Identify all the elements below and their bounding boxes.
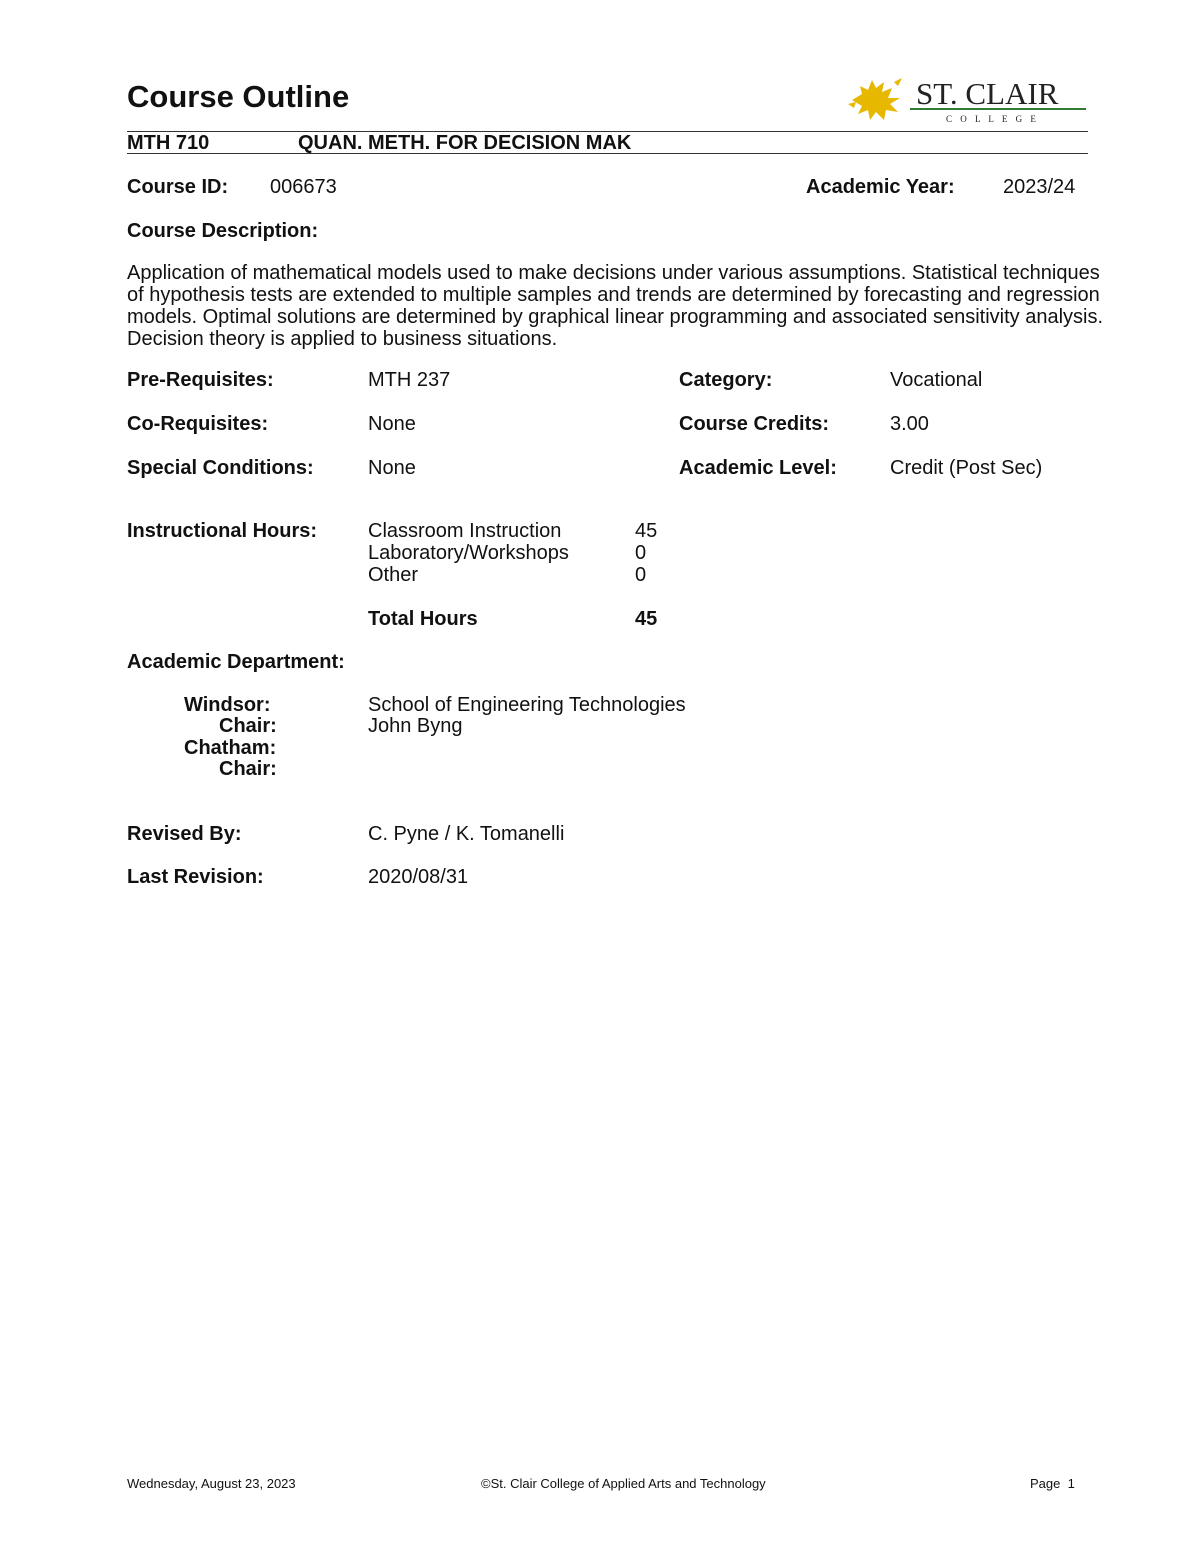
hours-row-name: Laboratory/Workshops bbox=[368, 542, 569, 564]
last-revision-label: Last Revision: bbox=[127, 866, 264, 888]
course-name: QUAN. METH. FOR DECISION MAK bbox=[298, 132, 632, 154]
prereq-value: MTH 237 bbox=[368, 369, 451, 391]
dragon-emblem-icon bbox=[848, 74, 1088, 126]
hours-row-name: Classroom Instruction bbox=[368, 520, 562, 542]
academic-year-value: 2023/24 bbox=[1003, 176, 1076, 198]
department-label: Academic Department: bbox=[127, 651, 345, 673]
category-value: Vocational bbox=[890, 369, 983, 391]
academic-level-label: Academic Level: bbox=[679, 457, 837, 479]
windsor-label: Windsor: bbox=[184, 694, 271, 716]
last-revision-value: 2020/08/31 bbox=[368, 866, 469, 888]
description-text: Application of mathematical models used to make decisions under various assumptions. Statistical techniques of hypothesis tests are extended to multiple samples and trends are determined by forecasting and regression models. Optimal solutions are determined by graphical linear programming and associated sensitivity analysis. Decision theory is applied to business situations. bbox=[127, 262, 1104, 350]
svg-text:C O L L E G E: C O L L E G E bbox=[946, 114, 1039, 124]
hours-row-name: Other bbox=[368, 564, 419, 586]
footer-page-number: Page 1 bbox=[1030, 1476, 1075, 1491]
windsor-value: School of Engineering Technologies bbox=[368, 694, 686, 716]
category-label: Category: bbox=[679, 369, 773, 391]
course-code: MTH 710 bbox=[127, 132, 210, 154]
description-label: Course Description: bbox=[127, 220, 319, 242]
hours-label: Instructional Hours: bbox=[127, 520, 318, 542]
course-id-label: Course ID: bbox=[127, 176, 229, 198]
chatham-chair-label: Chair: bbox=[219, 758, 277, 780]
revised-by-label: Revised By: bbox=[127, 823, 242, 845]
chatham-label: Chatham: bbox=[184, 737, 277, 759]
svg-text:ST. CLAIR: ST. CLAIR bbox=[916, 76, 1059, 111]
coreq-value: None bbox=[368, 413, 416, 435]
credits-label: Course Credits: bbox=[679, 413, 830, 435]
revised-by-value: C. Pyne / K. Tomanelli bbox=[368, 823, 565, 845]
coreq-label: Co-Requisites: bbox=[127, 413, 269, 435]
course-id-value: 006673 bbox=[270, 176, 337, 198]
hours-row-value: 45 bbox=[635, 520, 658, 542]
hours-row-value: 0 bbox=[635, 542, 647, 564]
special-conditions-value: None bbox=[368, 457, 416, 479]
prereq-label: Pre-Requisites: bbox=[127, 369, 274, 391]
footer-copyright: ©St. Clair College of Applied Arts and Technology bbox=[481, 1476, 766, 1491]
academic-year-label: Academic Year: bbox=[806, 176, 955, 198]
total-hours-value: 45 bbox=[635, 608, 658, 630]
windsor-chair-label: Chair: bbox=[219, 715, 277, 737]
academic-level-value: Credit (Post Sec) bbox=[890, 457, 1043, 479]
college-logo bbox=[848, 74, 1088, 126]
bottom-rule bbox=[127, 153, 1088, 154]
windsor-chair-value: John Byng bbox=[368, 715, 463, 737]
total-hours-label: Total Hours bbox=[368, 608, 478, 630]
credits-value: 3.00 bbox=[890, 413, 929, 435]
footer-date: Wednesday, August 23, 2023 bbox=[127, 1476, 296, 1491]
page-title: Course Outline bbox=[127, 79, 350, 114]
hours-row-value: 0 bbox=[635, 564, 647, 586]
special-conditions-label: Special Conditions: bbox=[127, 457, 314, 479]
